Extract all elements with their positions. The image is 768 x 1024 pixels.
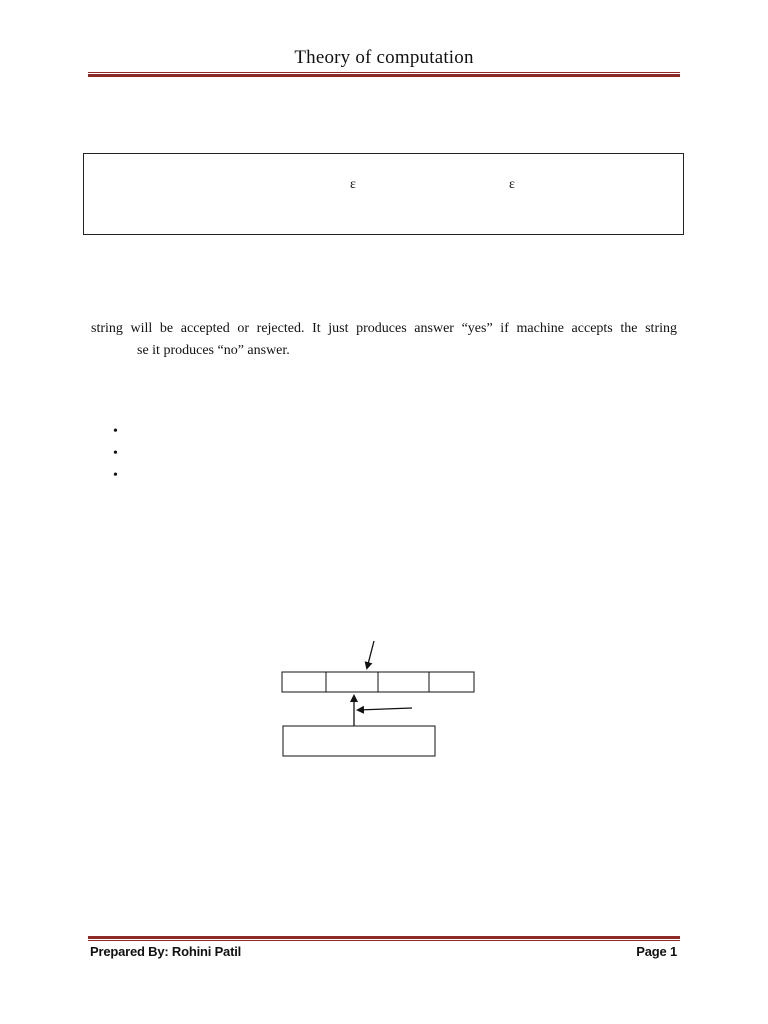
header-rule-thick xyxy=(88,74,680,77)
header-rule-top xyxy=(88,72,680,73)
page-number: Page 1 xyxy=(636,944,677,959)
control-arrow xyxy=(358,708,412,710)
paragraph-line: string will be accepted or rejected. It just produces answer “yes” if machine accepts the string xyxy=(91,321,677,336)
bullet-marker: • xyxy=(113,468,118,483)
finite-control-box xyxy=(283,726,435,756)
definition-box xyxy=(83,153,684,235)
bullet-marker: • xyxy=(113,424,118,439)
footer-rule-thin xyxy=(88,940,680,941)
footer-rule-thick xyxy=(88,936,680,939)
epsilon-symbol: ε xyxy=(509,177,515,192)
machine-diagram xyxy=(270,630,490,770)
page-title: Theory of computation xyxy=(294,47,474,68)
tape-pointer-arrow xyxy=(367,641,374,668)
footer-author: Prepared By: Rohini Patil xyxy=(90,944,242,959)
paragraph-line: se it produces “no” answer. xyxy=(137,343,290,358)
epsilon-symbol: ε xyxy=(350,177,356,192)
bullet-marker: • xyxy=(113,446,118,461)
